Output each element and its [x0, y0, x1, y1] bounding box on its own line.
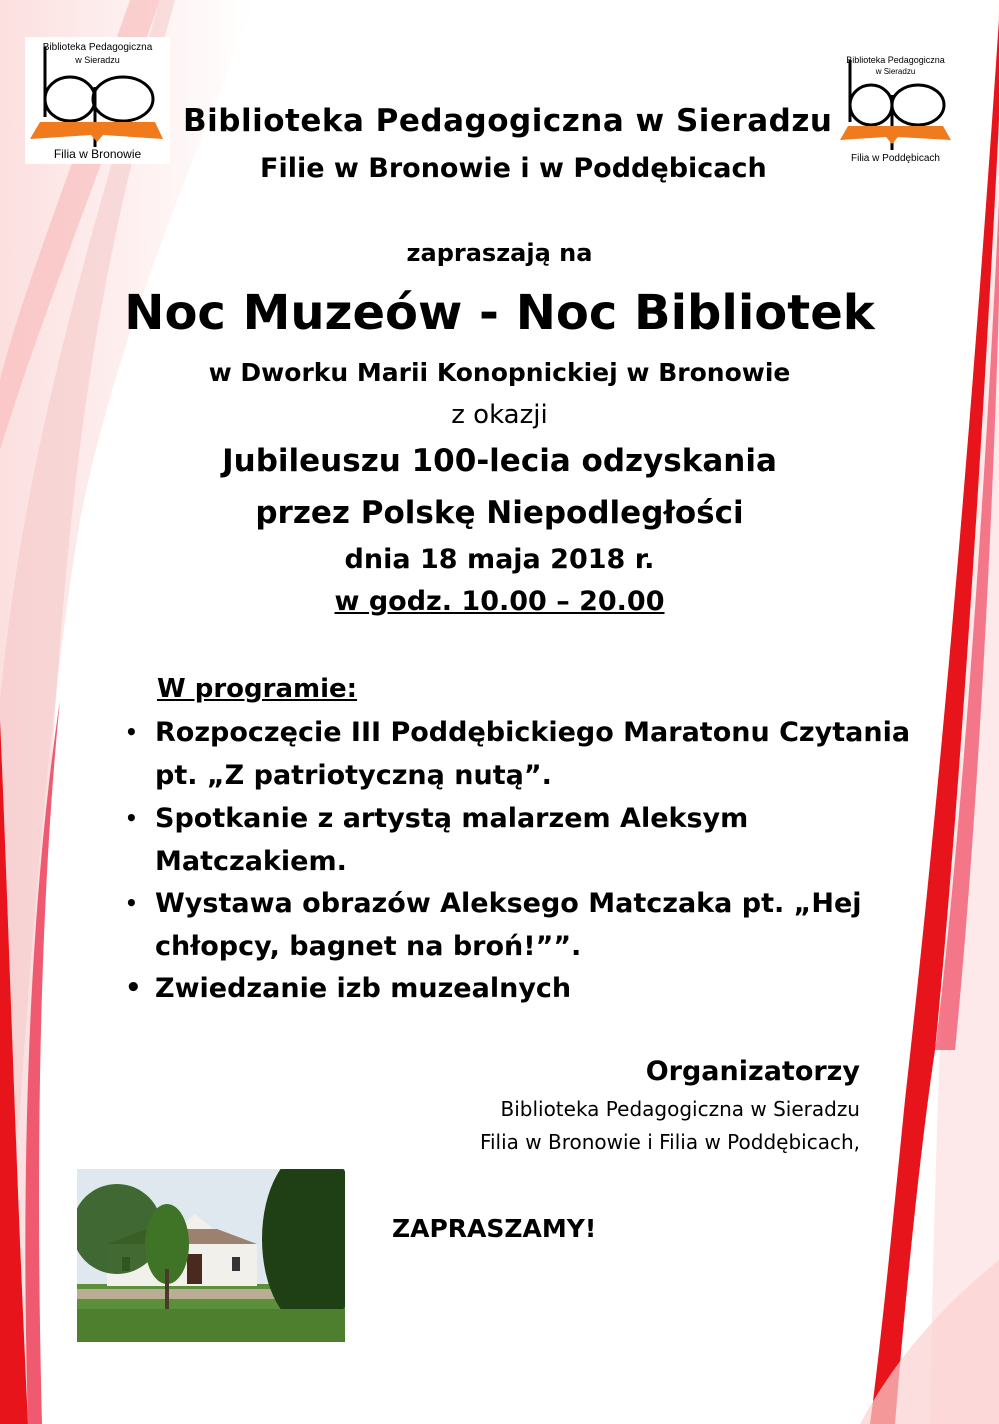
logo-left-line2: w Sieradzu	[75, 55, 120, 65]
logo-right-line1: Biblioteka Pedagogiczna	[846, 55, 945, 65]
list-item-line: Spotkanie z artystą malarzem Aleksym	[155, 803, 749, 834]
logo-left	[25, 37, 170, 164]
occasion-intro: z okazji	[451, 400, 548, 430]
bullet-icon: •	[125, 720, 138, 744]
list-item	[125, 882, 862, 968]
logo-right	[838, 52, 953, 167]
organizers-line2: Filia w Bronowie i Filia w Poddębicach,	[479, 1130, 860, 1154]
list-item-line: chłopcy, bagnet na broń!””.	[155, 931, 582, 962]
logo-right-line2: w Sieradzu	[875, 67, 916, 76]
list-item-line: pt. „Z patriotyczną nutą”.	[155, 760, 552, 791]
program-heading: W programie:	[157, 674, 358, 704]
header-subtitle: Filie w Bronowie i w Poddębicach	[260, 153, 767, 184]
manor-house-photo	[77, 1169, 345, 1342]
list-item	[125, 797, 749, 883]
list-item-line: Wystawa obrazów Aleksego Matczaka pt. „Hej	[155, 888, 862, 919]
logo-left-line1: Biblioteka Pedagogiczna	[42, 42, 153, 53]
list-item-line: Zwiedzanie izb muzealnych	[155, 973, 572, 1004]
bullet-icon: •	[125, 973, 142, 1003]
venue: w Dworku Marii Konopnickiej w Bronowie	[208, 358, 791, 387]
occasion-line2: przez Polskę Niepodległości	[255, 495, 744, 531]
organizers-line1: Biblioteka Pedagogiczna w Sieradzu	[500, 1097, 860, 1121]
list-item-line: Rozpoczęcie III Poddębickiego Maratonu Czytania	[155, 717, 911, 748]
logo-left-caption: Filia w Bronowie	[53, 147, 142, 161]
bullet-icon: •	[125, 891, 138, 915]
closing-invite: ZAPRASZAMY!	[392, 1214, 597, 1243]
event-hours: w godz. 10.00 – 20.00	[334, 586, 665, 617]
logo-right-caption: Filia w Poddębicach	[851, 153, 940, 164]
list-item-line: Matczakiem.	[155, 846, 347, 877]
invite-intro: zapraszają na	[406, 239, 593, 267]
book-bp-icon	[25, 47, 170, 147]
bullet-icon: •	[125, 806, 138, 830]
organizers-heading: Organizatorzy	[645, 1056, 860, 1087]
event-date: dnia 18 maja 2018 r.	[344, 544, 655, 575]
event-title: Noc Muzeów - Noc Bibliotek	[124, 285, 875, 341]
list-item	[125, 967, 572, 1010]
book-bp-icon	[838, 60, 953, 150]
occasion-line1: Jubileuszu 100-lecia odzyskania	[222, 443, 777, 479]
list-item	[125, 711, 911, 797]
header-title: Biblioteka Pedagogiczna w Sieradzu	[183, 103, 833, 139]
